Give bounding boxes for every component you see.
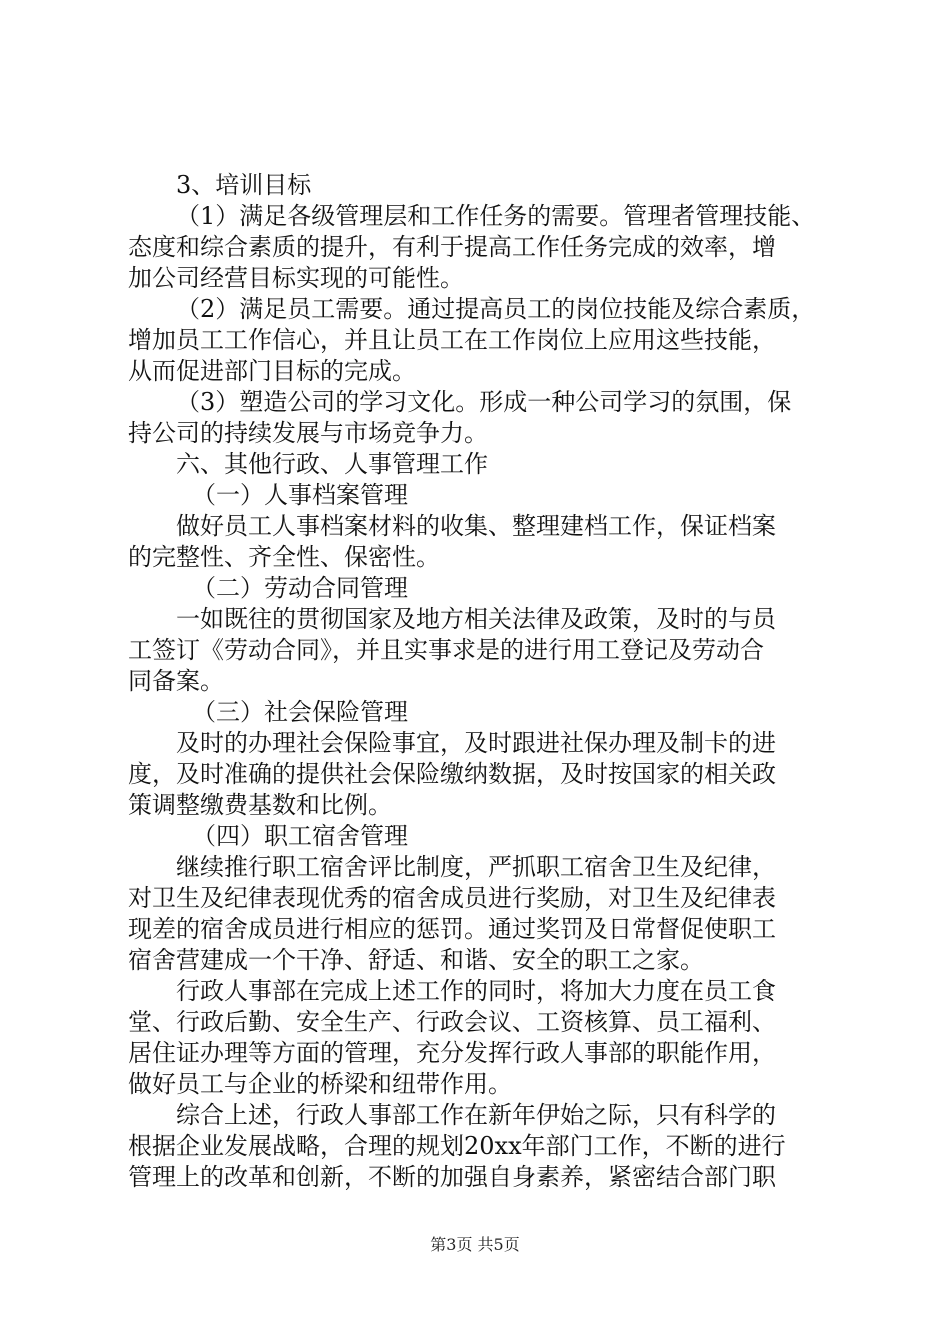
- subsection-heading: （一）人事档案管理: [192, 481, 408, 509]
- paragraph-line: 从而促进部门目标的完成。: [128, 357, 416, 385]
- paragraph-line: 工签订《劳动合同》，并且实事求是的进行用工登记及劳动合: [128, 636, 764, 664]
- paragraph-line: 宿舍营建成一个干净、舒适、和谐、安全的职工之家。: [128, 946, 704, 974]
- paragraph-line: 做好员工人事档案材料的收集、整理建档工作，保证档案: [176, 512, 776, 540]
- paragraph-line: 策调整缴费基数和比例。: [128, 791, 392, 819]
- subsection-heading: （三）社会保险管理: [192, 698, 408, 726]
- page-number-footer: 第3页 共5页: [430, 1235, 520, 1254]
- paragraph-line: （2）满足员工需要。通过提高员工的岗位技能及综合素质，: [176, 295, 816, 323]
- paragraph-line: 管理上的改革和创新，不断的加强自身素养，紧密结合部门职: [128, 1163, 776, 1191]
- paragraph-line: 居住证办理等方面的管理，充分发挥行政人事部的职能作用，: [128, 1039, 776, 1067]
- paragraph-line: 持公司的持续发展与市场竞争力。: [128, 419, 488, 447]
- paragraph-line: （1）满足各级管理层和工作任务的需要。管理者管理技能、: [176, 202, 816, 230]
- paragraph-line: 堂、行政后勤、安全生产、行政会议、工资核算、员工福利、: [128, 1008, 776, 1036]
- paragraph-line: 继续推行职工宿舍评比制度，严抓职工宿舍卫生及纪律，: [176, 853, 776, 881]
- paragraph-line: 对卫生及纪律表现优秀的宿舍成员进行奖励，对卫生及纪律表: [128, 884, 776, 912]
- subsection-heading: （二）劳动合同管理: [192, 574, 408, 602]
- paragraph-line: 度，及时准确的提供社会保险缴纳数据，及时按国家的相关政: [128, 760, 776, 788]
- paragraph-line: 及时的办理社会保险事宜，及时跟进社保办理及制卡的进: [176, 729, 776, 757]
- paragraph-line: 同备案。: [128, 667, 224, 695]
- paragraph-line: 态度和综合素质的提升，有利于提高工作任务完成的效率，增: [128, 233, 776, 261]
- section-heading: 3、培训目标: [176, 171, 312, 199]
- paragraph-line: 综合上述，行政人事部工作在新年伊始之际，只有科学的: [176, 1101, 776, 1129]
- document-body: [128, 170, 828, 1193]
- paragraph-line: 一如既往的贯彻国家及地方相关法律及政策，及时的与员: [176, 605, 776, 633]
- paragraph-line: 现差的宿舍成员进行相应的惩罚。通过奖罚及日常督促使职工: [128, 915, 776, 943]
- paragraph-line: 的完整性、齐全性、保密性。: [128, 543, 440, 571]
- paragraph-line: 增加员工工作信心，并且让员工在工作岗位上应用这些技能，: [128, 326, 776, 354]
- paragraph-line: 行政人事部在完成上述工作的同时，将加大力度在员工食: [176, 977, 776, 1005]
- subsection-heading: （四）职工宿舍管理: [192, 822, 408, 850]
- section-heading: 六、其他行政、人事管理工作: [176, 450, 488, 478]
- paragraph-line: 根据企业发展战略，合理的规划20xx年部门工作，不断的进行: [128, 1132, 786, 1160]
- paragraph-line: 做好员工与企业的桥梁和纽带作用。: [128, 1070, 512, 1098]
- paragraph-line: 加公司经营目标实现的可能性。: [128, 264, 464, 292]
- paragraph-line: （3）塑造公司的学习文化。形成一种公司学习的氛围，保: [176, 388, 792, 416]
